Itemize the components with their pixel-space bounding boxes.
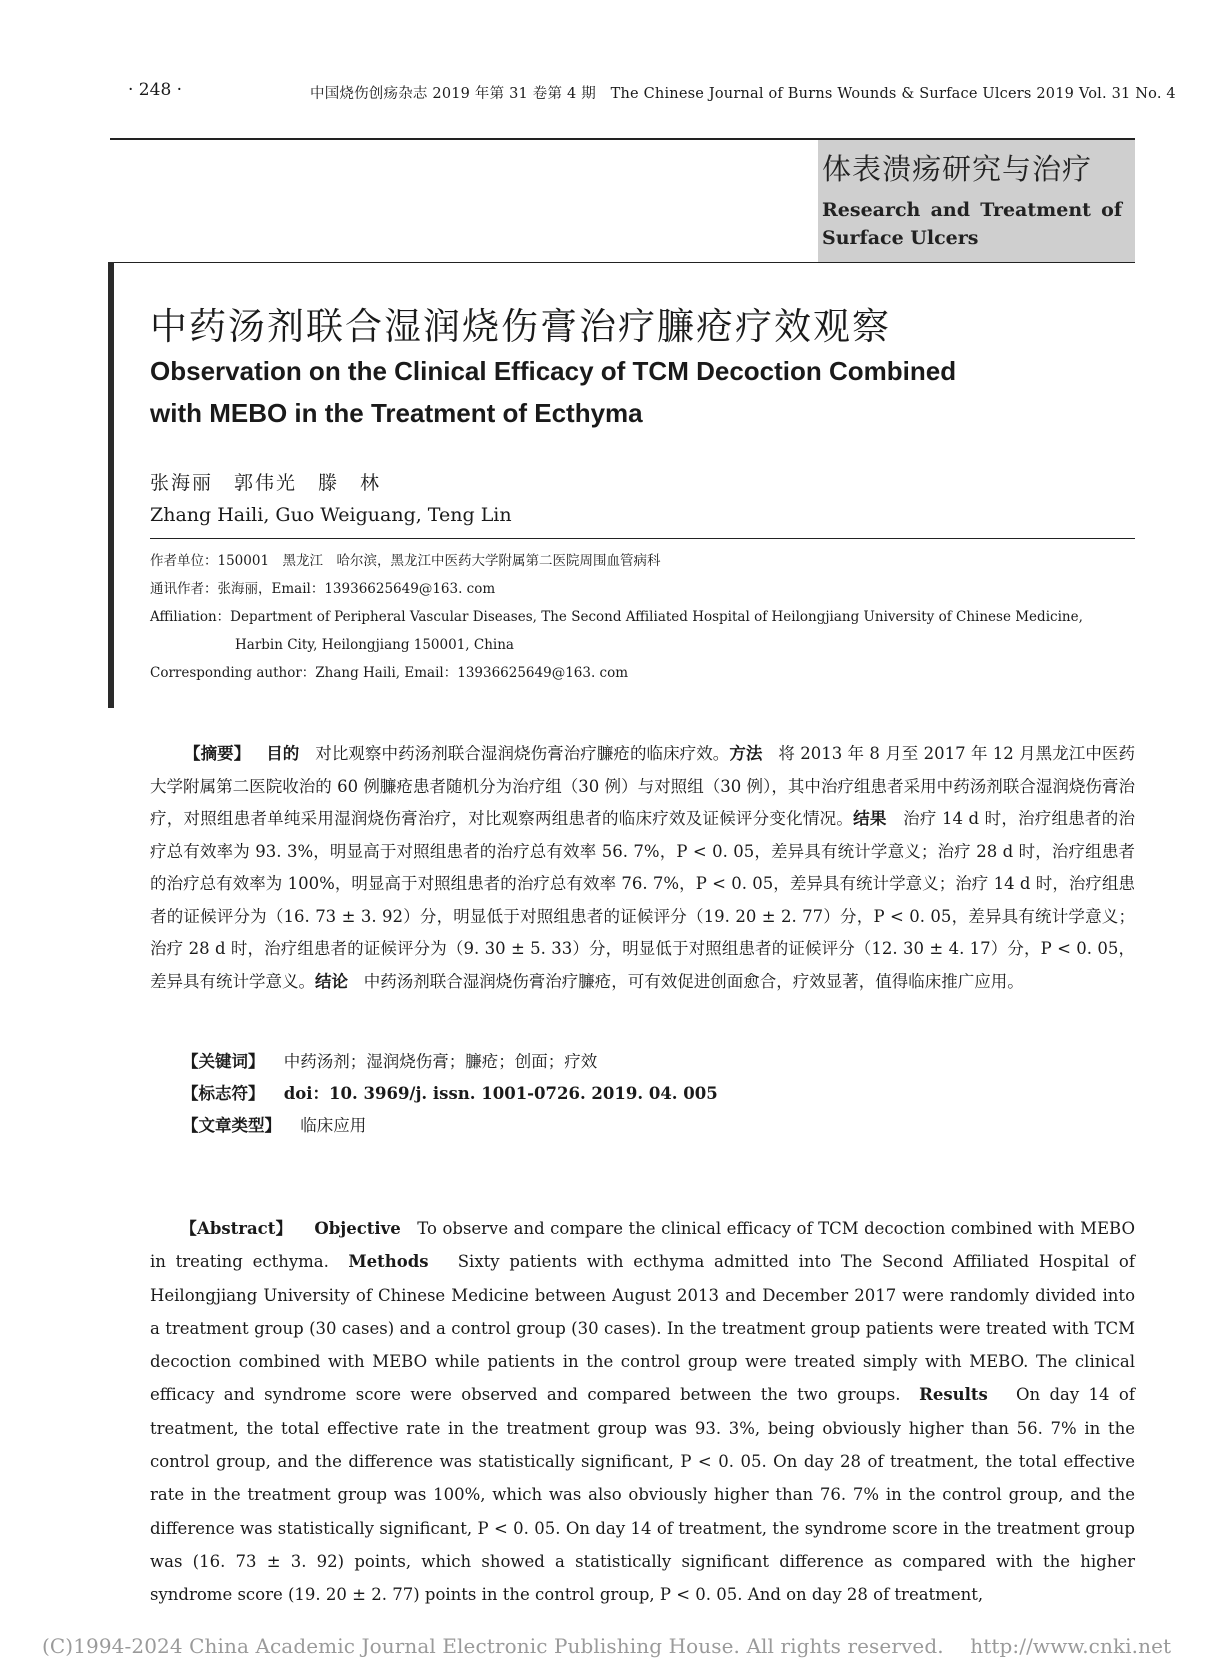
abstract-label-zh: 【摘要】 (184, 744, 251, 763)
conclusion-text-zh: 中药汤剂联合湿润烧伤膏治疗臁疮，可有效促进创面愈合，疗效显著，值得临床推广应用。 (363, 971, 1024, 991)
affiliation-line1: Affiliation：Department of Peripheral Vascular Diseases, The Second Affiliated Hospital of Heilongjiang University of Chinese Medicine, (150, 609, 1083, 625)
corresponding-author-zh: 通讯作者：张海丽，Email：13936625649@163. com (150, 581, 496, 597)
authors-en: Zhang Haili, Guo Weiguang, Teng Lin (150, 504, 512, 526)
methods-label-en: Methods (348, 1252, 429, 1272)
keywords-value: 中药汤剂；湿润烧伤膏；臁疮；创面；疗效 (283, 1052, 598, 1071)
objective-text-en: To observe and compare the clinical efficacy of TCM decoction combined with MEBO in treating ecthyma. (150, 1219, 1135, 1272)
section-title-zh: 体表溃疡研究与治疗 (822, 152, 1093, 186)
author-unit: 作者单位：150001 黑龙江 哈尔滨，黑龙江中医药大学附属第二医院周围血管病科 (150, 553, 661, 569)
article-title-zh: 中药汤剂联合湿润烧伤膏治疗臁疮疗效观察 (150, 305, 891, 348)
page-number: · 248 · (128, 80, 183, 100)
article-title-en: Observation on the Clinical Efficacy of TCM Decoction Combined with MEBO in the Treatment of Ecthyma (150, 356, 957, 428)
keywords-label: 【关键词】 (182, 1052, 265, 1071)
affiliation-line2: Harbin City, Heilongjiang 150001, China (235, 637, 514, 653)
results-label-en: Results (919, 1385, 988, 1405)
authors-rule (150, 538, 1135, 539)
authors-zh: 张海丽 郭伟光 滕 林 (150, 472, 382, 494)
doi-value: doi：10. 3969/j. issn. 1001-0726. 2019. 04. 005 (283, 1084, 718, 1103)
abstract-label-en: 【Abstract】 (180, 1219, 293, 1238)
methods-text-zh: 将 2013 年 8 月至 2017 年 12 月黑龙江中医药大学附属第二医院收治的 60 例臁疮患者随机分为治疗组（30 例）与对照组（30 例），其中治疗组患者采用中药汤剂联合湿润烧伤膏治疗，对照组患者单纯采用湿润烧伤膏治疗，对比观察两组患者的临床疗效及证候评分变化情况。 (150, 744, 1135, 828)
left-accent-bar (108, 262, 114, 708)
conclusion-label-zh: 结论 (315, 971, 348, 991)
objective-label-en: Objective (314, 1219, 401, 1238)
section-rule (110, 262, 1135, 263)
running-head: 中国烧伤创疡杂志 2019 年第 31 卷第 4 期 The Chinese Journal of Burns Wounds & Surface Ulcers 2019 Vol. 31 No. 4 (310, 86, 1176, 102)
copyright-watermark: (C)1994-2024 China Academic Journal Electronic Publishing House. All rights reserved. http://www.cnki.net (42, 1634, 1172, 1658)
objective-label-zh: 目的 (266, 744, 300, 763)
results-label-zh: 结果 (853, 809, 887, 828)
doi-label: 【标志符】 (182, 1084, 265, 1103)
section-title-en-line1: Research and Treatment of (822, 199, 1122, 221)
abstract-en (150, 1212, 1135, 1612)
methods-label-zh: 方法 (729, 744, 763, 763)
keywords-row (182, 1048, 597, 1072)
results-text-en: On day 14 of treatment, the total effective rate in the treatment group was 93. 3%, being obviously higher than 56. 7% in the control group, and the difference was statistically significant, P < 0. 05. On day 28 of treatment, the total effective rate in the treatment group was 100%, which was also obviously higher than 76. 7% in the control group, and the difference was statistically significant, P < 0. 05. On day 14 of treatment, the syndrome score in the treatment group was (16. 73 ± 3. 92) points, which showed a statistically significant difference as compared with the higher syndrome score (19. 20 ± 2. 77) points in the control group, P < 0. 05. And on day 28 of treatment, (150, 1385, 1135, 1605)
article-type-value: 临床应用 (300, 1116, 367, 1135)
doi-row (182, 1080, 718, 1104)
article-type-label: 【文章类型】 (182, 1116, 281, 1135)
article-type-row (182, 1112, 366, 1136)
corresponding-author-en: Corresponding author：Zhang Haili, Email：13936625649@163. com (150, 665, 629, 681)
objective-text-zh: 对比观察中药汤剂联合湿润烧伤膏治疗臁疮的临床疗效。 (315, 744, 730, 763)
results-text-zh: 治疗 14 d 时，治疗组患者的治疗总有效率为 93. 3%，明显高于对照组患者的治疗总有效率 56. 7%，P < 0. 05，差异具有统计学意义；治疗 28 d 时，治疗组患者的治疗总有效率为 100%，明显高于对照组患者的治疗总有效率 76. 7%，P < 0. 05，差异具有统计学意义；治疗 14 d 时，治疗组患者的证候评分为（16. 73 ± 3. 92）分，明显低于对照组患者的证候评分（19. 20 ± 2. 77）分，P < 0. 05，差异具有统计学意义；治疗 28 d 时，治疗组患者的证候评分为（9. 30 ± 5. 33）分，明显低于对照组患者的证候评分（12. 30 ± 4. 17）分，P < 0. 05，差异具有统计学意义。 (150, 809, 1136, 991)
section-title-en-line2: Surface Ulcers (822, 227, 979, 249)
abstract-zh (150, 738, 1135, 998)
methods-text-en: Sixty patients with ecthyma admitted into The Second Affiliated Hospital of Heilongjiang University of Chinese Medicine between August 2013 and December 2017 were randomly divided into a treatment group (30 cases) and a control group (30 cases). In the treatment group patients were treated with TCM decoction combined with MEBO while patients in the control group were treated simply with MEBO. The clinical efficacy and syndrome score were observed and compared between the two groups. (150, 1252, 1135, 1405)
